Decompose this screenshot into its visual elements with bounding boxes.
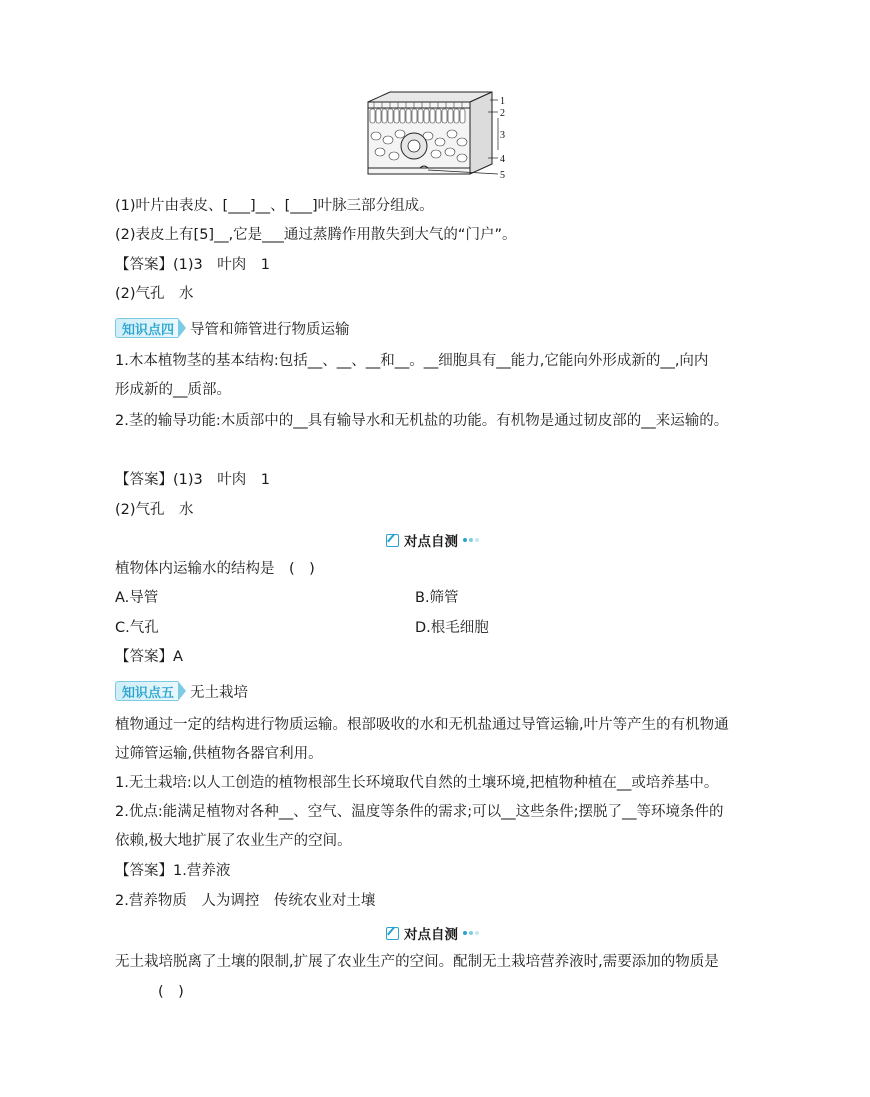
option-a: A.导管	[115, 590, 159, 606]
paragraph: 植物通过一定的结构进行物质运输。根部吸收的水和无机盐通过导管运输,叶片等产生的有机物通	[115, 717, 729, 733]
answer-line: 【答案】(1)3 叶肉 1	[115, 472, 270, 488]
self-test-header	[386, 923, 479, 943]
self-test-label: 对点自测	[404, 927, 458, 943]
answer-line: (2)气孔 水	[115, 502, 194, 518]
pencil-icon	[386, 534, 399, 547]
knowledge-point-4-header	[115, 317, 350, 339]
knowledge-point-5-header	[115, 680, 248, 702]
answer-parentheses: ( )	[158, 984, 184, 1000]
dots-icon	[463, 931, 479, 935]
answer-line: 【答案】A	[115, 649, 183, 665]
knowledge-point-badge: 知识点五	[115, 681, 178, 701]
paragraph: 过筛管运输,供植物各器官利用。	[115, 746, 323, 762]
option-b: B.筛管	[415, 590, 459, 606]
option-d: D.根毛细胞	[415, 620, 489, 636]
figure-label-3: 3	[500, 130, 505, 141]
section-title: 导管和筛管进行物质运输	[190, 321, 350, 338]
paragraph: 形成新的__质部。	[115, 382, 231, 398]
figure-label-5: 5	[500, 170, 505, 181]
question-leaf-structure: (1)叶片由表皮、[___]__、[___]叶脉三部分组成。	[115, 198, 434, 214]
paragraph: 1.无土栽培:以人工创造的植物根部生长环境取代自然的土壤环境,把植物种植在__或培养基中。	[115, 775, 719, 791]
paragraph: 依赖,极大地扩展了农业生产的空间。	[115, 833, 352, 849]
badge-arrow-icon	[178, 318, 186, 338]
figure-label-2: 2	[500, 108, 505, 119]
option-c: C.气孔	[115, 620, 159, 636]
question-water-transport: 植物体内运输水的结构是 ( )	[115, 561, 315, 577]
answer-line: 【答案】(1)3 叶肉 1	[115, 257, 270, 273]
answer-line: 2.营养物质 人为调控 传统农业对土壤	[115, 893, 376, 909]
paragraph: 2.茎的输导功能:木质部中的__具有输导水和无机盐的功能。有机物是通过韧皮部的__来运输的。	[115, 413, 729, 429]
self-test-header	[386, 530, 479, 550]
paragraph: 1.木本植物茎的基本结构:包括__、__、__和__。__细胞具有__能力,它能向外形成新的__,向内	[115, 353, 709, 369]
knowledge-point-badge: 知识点四	[115, 318, 178, 338]
leaf-cross-section-figure	[360, 88, 510, 188]
section-title: 无土栽培	[190, 684, 249, 701]
dots-icon	[463, 538, 479, 542]
figure-label-4: 4	[500, 154, 505, 165]
self-test-label: 对点自测	[404, 534, 458, 550]
question-hydroponics: 无土栽培脱离了土壤的限制,扩展了农业生产的空间。配制无土栽培营养液时,需要添加的物质是	[115, 954, 719, 970]
answer-line: 【答案】1.营养液	[115, 863, 231, 879]
answer-line: (2)气孔 水	[115, 286, 194, 302]
pencil-icon	[386, 927, 399, 940]
question-stomata: (2)表皮上有[5]__,它是___通过蒸腾作用散失到大气的“门户”。	[115, 227, 517, 243]
badge-arrow-icon	[178, 681, 186, 701]
paragraph: 2.优点:能满足植物对各种__、空气、温度等条件的需求;可以__这些条件;摆脱了__等环境条件的	[115, 804, 724, 820]
figure-label-1: 1	[500, 96, 505, 107]
